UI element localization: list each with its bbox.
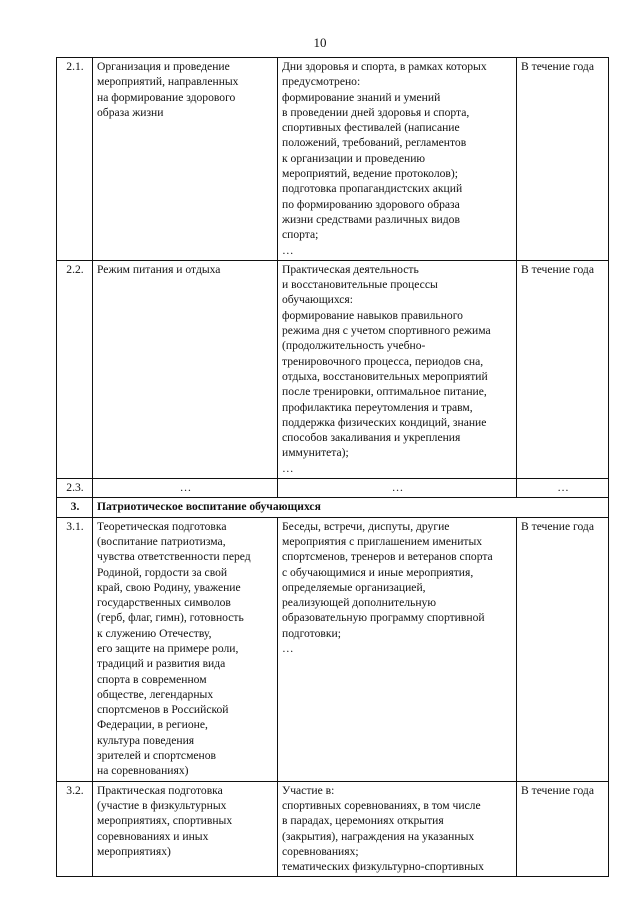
- text-line: с обучающимися и иные мероприятия,: [282, 565, 474, 579]
- text-line: обществе, легендарных: [97, 687, 214, 701]
- activity-name: [93, 260, 278, 478]
- row-number: 3.1.: [57, 517, 93, 781]
- text-line: обучающихся:: [282, 293, 353, 307]
- text-line: соревнованиях и иных: [97, 829, 209, 843]
- text-line: мероприятиях): [97, 844, 171, 858]
- activity-name: [93, 58, 278, 261]
- text-line: мероприятиях, спортивных: [97, 814, 233, 828]
- text-line: тематических физкультурно-спортивных: [282, 860, 484, 874]
- text-line: Родиной, гордости за свой: [97, 565, 228, 579]
- text-line: на формирование здорового: [97, 90, 236, 104]
- text-line: после тренировки, оптимальное питание,: [282, 385, 487, 399]
- activity-term: В течение года: [517, 58, 609, 261]
- text-line: Федерации, в регионе,: [97, 718, 208, 732]
- text-line: поддержка физических кондиций, знание: [282, 415, 487, 429]
- text-line: Практическая деятельность: [282, 262, 419, 276]
- activity-content: [278, 781, 517, 877]
- activities-table: [56, 57, 609, 877]
- text-line: Режим питания и отдыха: [97, 262, 221, 276]
- text-line: в парадах, церемониях открытия: [282, 814, 444, 828]
- text-line: спортивных соревнованиях, в том числе: [282, 798, 481, 812]
- activity-content: [278, 58, 517, 261]
- text-line: режима дня с учетом спортивного режима: [282, 324, 491, 338]
- text-line: к организации и проведению: [282, 151, 426, 165]
- text-line: тренировочного процесса, периодов сна,: [282, 354, 484, 368]
- text-line: в проведении дней здоровья и спорта,: [282, 105, 470, 119]
- row-number: 2.2.: [57, 260, 93, 478]
- activity-term: …: [517, 479, 609, 498]
- row-number: 3.2.: [57, 781, 93, 877]
- activity-content: [278, 517, 517, 781]
- text-line: край, свою Родину, уважение: [97, 580, 241, 594]
- text-line: способов закаливания и укрепления: [282, 431, 461, 445]
- text-line: государственных символов: [97, 596, 231, 610]
- activity-name: [93, 781, 278, 877]
- section-title: Патриотическое воспитание обучающихся: [93, 498, 609, 517]
- text-line: (закрытия), награждения на указанных: [282, 829, 475, 843]
- text-line: подготовка пропагандистских акций: [282, 182, 463, 196]
- section-number: 3.: [57, 498, 93, 517]
- text-line: к служению Отечеству,: [97, 626, 212, 640]
- table-row: [57, 479, 609, 498]
- row-number: 2.3.: [57, 479, 93, 498]
- table-row: [57, 781, 609, 877]
- text-line: определяемые организацией,: [282, 580, 426, 594]
- text-line: Участие в:: [282, 783, 335, 797]
- text-line: Теоретическая подготовка: [97, 519, 227, 533]
- text-line: спорта;: [282, 228, 319, 242]
- text-line: (продолжительность учебно-: [282, 339, 426, 353]
- activity-term: В течение года: [517, 781, 609, 877]
- activity-term: В течение года: [517, 260, 609, 478]
- text-line: жизни средствами различных видов: [282, 212, 460, 226]
- text-line: спортсменов в Российской: [97, 703, 229, 717]
- table-row: [57, 58, 609, 261]
- text-line: соревнованиях;: [282, 844, 359, 858]
- section-row: [57, 498, 609, 517]
- text-line: мероприятия с приглашением именитых: [282, 534, 483, 548]
- activity-term: В течение года: [517, 517, 609, 781]
- activity-content: …: [278, 479, 517, 498]
- text-line: Практическая подготовка: [97, 783, 223, 797]
- text-line: …: [282, 461, 294, 475]
- text-line: и восстановительные процессы: [282, 278, 438, 292]
- activity-name: [93, 517, 278, 781]
- text-line: положений, требований, регламентов: [282, 136, 467, 150]
- text-line: …: [282, 641, 294, 655]
- text-line: профилактика переутомления и травм,: [282, 400, 473, 414]
- table-row: [57, 517, 609, 781]
- text-line: спортивных фестивалей (написание: [282, 121, 460, 135]
- text-line: его защите на примере роли,: [97, 641, 239, 655]
- text-line: реализующей дополнительную: [282, 596, 436, 610]
- text-line: (участие в физкультурных: [97, 798, 227, 812]
- text-line: Беседы, встречи, диспуты, другие: [282, 519, 450, 533]
- text-line: зрителей и спортсменов: [97, 749, 217, 763]
- text-line: предусмотрено:: [282, 75, 361, 89]
- text-line: (воспитание патриотизма,: [97, 534, 226, 548]
- activity-name: …: [93, 479, 278, 498]
- text-line: отдыха, восстановительных мероприятий: [282, 369, 488, 383]
- table-row: [57, 260, 609, 478]
- text-line: чувства ответственности перед: [97, 550, 251, 564]
- text-line: спорта в современном: [97, 672, 207, 686]
- text-line: на соревнованиях): [97, 764, 189, 778]
- text-line: формирование навыков правильного: [282, 308, 463, 322]
- row-number: 2.1.: [57, 58, 93, 261]
- text-line: формирование знаний и умений: [282, 90, 441, 104]
- text-line: Дни здоровья и спорта, в рамках которых: [282, 60, 487, 73]
- text-line: мероприятий, направленных: [97, 75, 239, 89]
- text-line: (герб, флаг, гимн), готовность: [97, 611, 244, 625]
- text-line: …: [282, 243, 294, 257]
- text-line: традиций и развития вида: [97, 657, 226, 671]
- activity-content: [278, 260, 517, 478]
- text-line: образовательную программу спортивной: [282, 611, 485, 625]
- text-line: иммунитета);: [282, 446, 349, 460]
- text-line: образа жизни: [97, 105, 164, 119]
- text-line: мероприятий, ведение протоколов);: [282, 167, 458, 181]
- page-number: 10: [313, 35, 327, 50]
- text-line: Организация и проведение: [97, 60, 230, 73]
- text-line: по формированию здорового образа: [282, 197, 460, 211]
- text-line: подготовки;: [282, 626, 341, 640]
- text-line: спортсменов, тренеров и ветеранов спорта: [282, 550, 493, 564]
- text-line: культура поведения: [97, 733, 195, 747]
